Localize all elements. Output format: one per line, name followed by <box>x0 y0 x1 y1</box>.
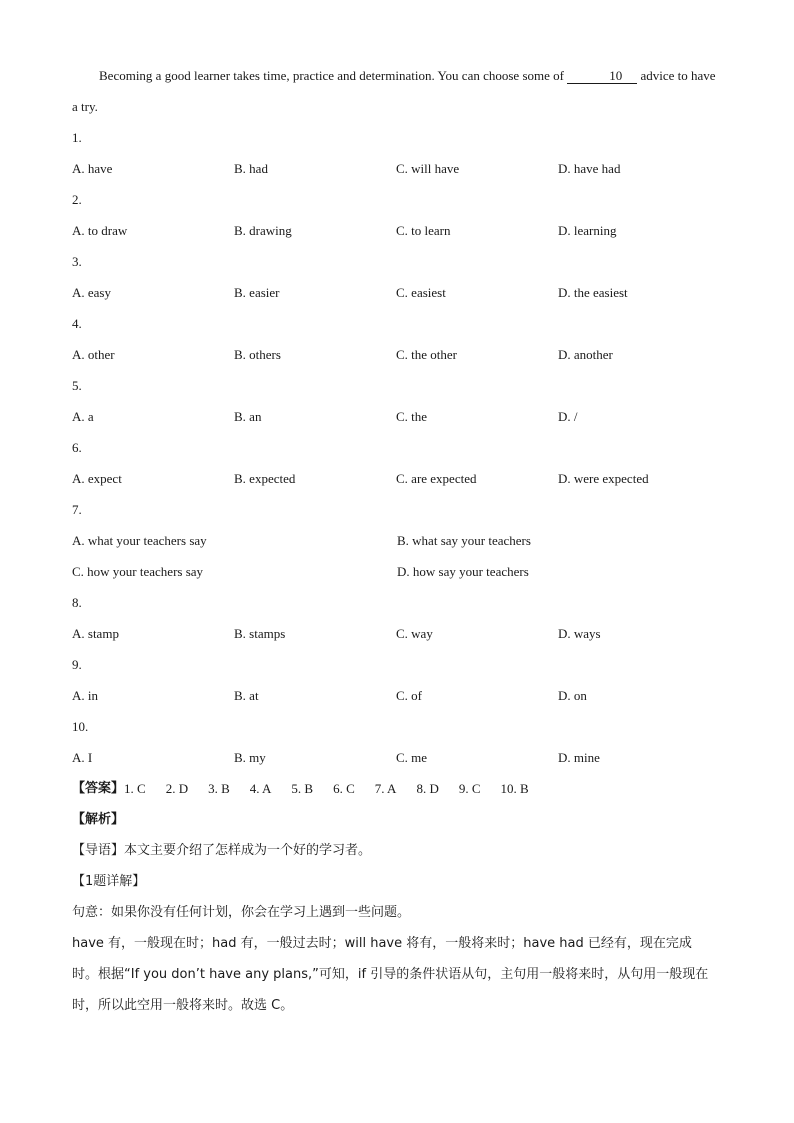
passage-text-before: Becoming a good learner takes time, practice and determination. You can choose some of <box>99 68 568 83</box>
passage-paragraph <box>72 60 722 122</box>
option-d[interactable]: D. mine <box>558 750 600 765</box>
option-row <box>72 742 722 773</box>
explanation-line-2: 时。根据“If you don’t have any plans,”可知，if 引导的条件状语从句，主句用一般将来时，从句用一般现在 <box>72 967 709 982</box>
detail-tag: 【1题详解】 <box>72 874 146 889</box>
option-a[interactable]: A. I <box>72 750 93 765</box>
sentence-meaning: 句意：如果你没有任何计划，你会在学习上遇到一些问题。 <box>72 905 411 920</box>
answer-item: 10. B <box>500 781 529 796</box>
option-c[interactable]: C. the other <box>396 347 458 362</box>
option-a[interactable]: A. to draw <box>72 223 128 238</box>
option-d[interactable]: D. on <box>558 688 587 703</box>
option-c[interactable]: C. will have <box>396 161 460 176</box>
option-a[interactable]: A. what your teachers say <box>72 533 207 548</box>
option-b[interactable]: B. an <box>234 409 262 424</box>
option-row <box>72 618 722 649</box>
option-row <box>72 401 722 432</box>
answer-tag: 【答案】 <box>72 781 125 796</box>
option-a[interactable]: A. expect <box>72 471 122 486</box>
analysis-tag: 【解析】 <box>72 812 125 827</box>
option-row <box>72 680 722 711</box>
question-number: 9. <box>72 657 82 672</box>
option-row <box>72 215 722 246</box>
answer-item: 7. A <box>374 781 397 796</box>
option-c[interactable]: C. easiest <box>396 285 446 300</box>
answer-item: 4. A <box>249 781 272 796</box>
option-b[interactable]: B. expected <box>234 471 296 486</box>
option-row <box>72 463 722 494</box>
intro-line: 【导语】本文主要介绍了怎样成为一个好的学习者。 <box>72 843 372 858</box>
answer-row <box>72 773 722 804</box>
option-a[interactable]: A. have <box>72 161 113 176</box>
question-number: 6. <box>72 440 82 455</box>
option-a[interactable]: A. a <box>72 409 94 424</box>
option-c[interactable]: C. how your teachers say <box>72 564 204 579</box>
answer-items <box>124 773 549 804</box>
option-b[interactable]: B. what say your teachers <box>397 533 531 548</box>
option-d[interactable]: D. another <box>558 347 613 362</box>
option-d[interactable]: D. learning <box>558 223 617 238</box>
option-a[interactable]: A. easy <box>72 285 111 300</box>
passage-blank: 10 <box>567 69 637 84</box>
option-a[interactable]: A. in <box>72 688 98 703</box>
option-d[interactable]: D. the easiest <box>558 285 628 300</box>
answer-item: 1. C <box>124 781 146 796</box>
option-c[interactable]: C. of <box>396 688 422 703</box>
answer-item: 6. C <box>333 781 355 796</box>
question-number: 8. <box>72 595 82 610</box>
option-d[interactable]: D. / <box>558 409 578 424</box>
option-row <box>72 277 722 308</box>
passage-text-after: advice to have a try. <box>72 68 716 114</box>
answer-item: 9. C <box>458 781 481 796</box>
option-a[interactable]: A. stamp <box>72 626 119 641</box>
option-b[interactable]: B. my <box>234 750 266 765</box>
option-b[interactable]: B. others <box>234 347 281 362</box>
question-list <box>72 122 722 773</box>
option-row <box>72 525 722 556</box>
answer-item: 3. B <box>208 781 230 796</box>
option-b[interactable]: B. stamps <box>234 626 286 641</box>
option-b[interactable]: B. had <box>234 161 268 176</box>
option-row <box>72 556 722 587</box>
document-page <box>72 60 722 1021</box>
option-c[interactable]: C. are expected <box>396 471 477 486</box>
option-b[interactable]: B. drawing <box>234 223 292 238</box>
answer-item: 8. D <box>416 781 439 796</box>
answer-item: 2. D <box>165 781 189 796</box>
option-c[interactable]: C. to learn <box>396 223 451 238</box>
question-number: 3. <box>72 254 82 269</box>
option-row <box>72 339 722 370</box>
question-number: 4. <box>72 316 82 331</box>
answer-item: 5. B <box>291 781 314 796</box>
question-number: 2. <box>72 192 82 207</box>
option-d[interactable]: D. were expected <box>558 471 649 486</box>
option-b[interactable]: B. easier <box>234 285 280 300</box>
option-a[interactable]: A. other <box>72 347 115 362</box>
question-number: 10. <box>72 719 89 734</box>
option-c[interactable]: C. the <box>396 409 428 424</box>
option-c[interactable]: C. me <box>396 750 428 765</box>
option-row <box>72 153 722 184</box>
option-d[interactable]: D. have had <box>558 161 621 176</box>
explanation-line-1: have 有，一般现在时；had 有，一般过去时；will have 将有，一般将来时；have had 已经有，现在完成 <box>72 936 692 951</box>
option-d[interactable]: D. ways <box>558 626 601 641</box>
option-b[interactable]: B. at <box>234 688 259 703</box>
option-c[interactable]: C. way <box>396 626 433 641</box>
question-number: 5. <box>72 378 82 393</box>
question-number: 1. <box>72 130 82 145</box>
question-number: 7. <box>72 502 82 517</box>
option-d[interactable]: D. how say your teachers <box>397 564 529 579</box>
explanation-line-3: 时，所以此空用一般将来时。故选 C。 <box>72 998 294 1013</box>
